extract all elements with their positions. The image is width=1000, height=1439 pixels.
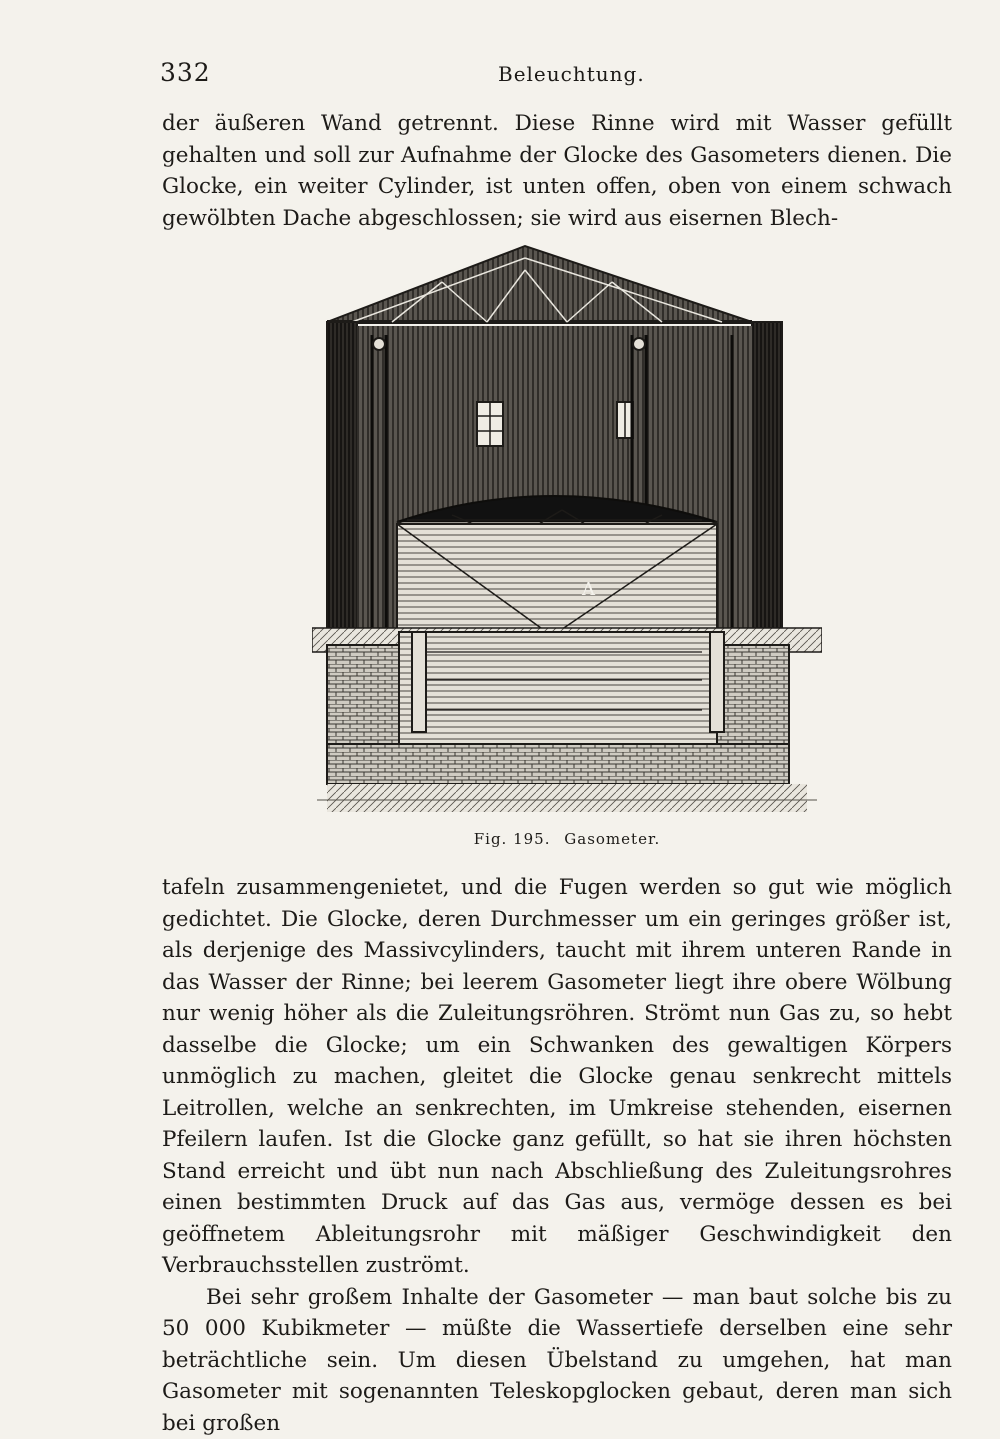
figure-caption bbox=[312, 830, 822, 848]
gasometer-illustration bbox=[312, 240, 822, 820]
caption-number: Fig. 195. bbox=[474, 830, 551, 848]
running-head: Beleuchtung. bbox=[498, 62, 645, 86]
text-block-top bbox=[162, 108, 952, 234]
label-a: A bbox=[581, 579, 596, 600]
gasometer-engraving bbox=[312, 240, 822, 820]
caption-title: Gasometer. bbox=[564, 830, 660, 848]
page-header bbox=[160, 58, 950, 94]
text-block-bottom bbox=[162, 872, 952, 1439]
page-number: 332 bbox=[160, 58, 211, 87]
paragraph: tafeln zusammengenietet, und die Fugen werden so gut wie möglich gedichtet. Die Glocke, deren Durchmesser um ein geringes größer ist, als derjenige des Massivcylinders, taucht mit ihrem unteren Rande in das Wasser der Rinne; bei leerem Gasometer liegt ihre obere Wölbung nur wenig höher als die Zuleitungsröhren. Strömt nun Gas zu, so hebt dasselbe die Glocke; um ein Schwanken des gewaltigen Körpers unmöglich zu machen, gleitet die Glocke genau senkrecht mittels Leitrollen, welche an senkrechten, im Umkreise stehenden, eisernen Pfeilern laufen. Ist die Glocke ganz gefüllt, so hat sie ihren höchsten Stand erreicht und übt nun nach Abschließung des Zuleitungsrohres einen bestimmten Druck auf das Gas aus, vermöge dessen es bei geöffnetem Ableitungsrohr mit mäßiger Geschwindigkeit den Verbrauchsstellen zuströmt. bbox=[162, 872, 952, 1282]
paragraph: Bei sehr großem Inhalte der Gasometer — man baut solche bis zu 50 000 Kubikmeter — müßte die Wassertiefe derselben eine sehr beträchtliche sein. Um diesen Übelstand zu umgehen, hat man Gasometer mit sogenannten Teleskopglocken gebaut, deren man sich bei großen bbox=[162, 1282, 952, 1439]
paragraph: der äußeren Wand getrennt. Diese Rinne wird mit Wasser gefüllt gehalten und soll zur Aufnahme der Glocke des Gasometers dienen. Die Glocke, ein weiter Cylinder, ist unten offen, oben von einem schwach gewölbten Dache abgeschlossen; sie wird aus eisernen Blech- bbox=[162, 108, 952, 234]
